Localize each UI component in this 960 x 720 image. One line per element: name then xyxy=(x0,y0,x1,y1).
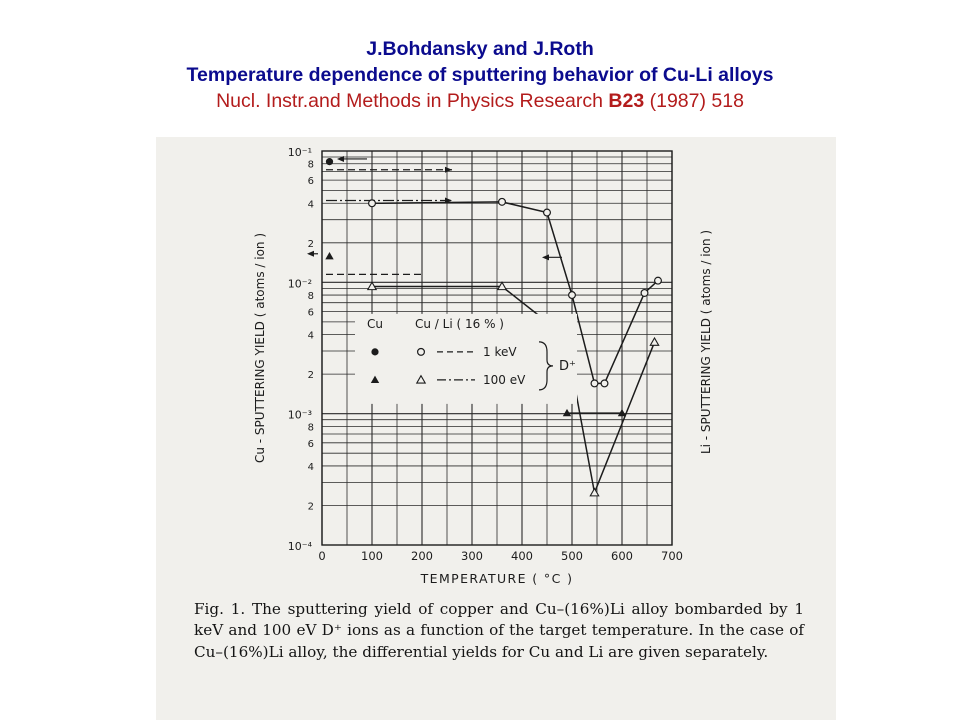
y-minor-tick-label: 2 xyxy=(307,501,314,513)
y-minor-tick-label: 4 xyxy=(307,199,314,211)
data-point-open-circle xyxy=(544,209,551,216)
header-journal xyxy=(0,88,960,114)
scanned-figure xyxy=(156,137,836,720)
y-minor-tick-label: 4 xyxy=(307,330,314,342)
data-point-open-triangle xyxy=(650,338,658,345)
journal-year-page: (1987) 518 xyxy=(644,90,744,112)
x-tick-label: 100 xyxy=(361,549,383,563)
y-decade-tick-label: 10⁻³ xyxy=(287,408,312,422)
arrow-left-icon xyxy=(542,254,549,260)
y-minor-tick-label: 2 xyxy=(307,370,314,382)
caption-text: The sputtering yield of copper and Cu–(16%)Li alloy bombarded by 1 keV and 100 eV D⁺ ions as a function of the target temperature. In the case of Cu–(16%)Li alloy, the differential yields for Cu and Li are given separately. xyxy=(194,600,804,661)
y-minor-tick-label: 6 xyxy=(307,307,314,319)
data-point-open-circle xyxy=(369,200,376,207)
data-point-open-circle xyxy=(499,198,506,205)
y-decade-tick-label: 10⁻⁴ xyxy=(287,540,312,553)
data-point-open-circle xyxy=(655,277,662,284)
legend-marker-cu-1kev xyxy=(371,348,378,355)
data-point-filled-circle xyxy=(326,158,333,165)
legend-label-100ev: 100 eV xyxy=(483,372,526,387)
data-point-open-circle xyxy=(591,380,598,387)
legend-ion-label: D⁺ xyxy=(559,358,576,374)
slide-header xyxy=(0,36,960,114)
caption-figno: Fig. 1. xyxy=(194,600,246,618)
y-minor-tick-label: 8 xyxy=(307,422,314,434)
data-point-open-circle xyxy=(641,290,648,297)
x-tick-label: 400 xyxy=(511,549,533,563)
legend-label-1kev: 1 keV xyxy=(483,344,517,359)
journal-name: Nucl. Instr.and Methods in Physics Research xyxy=(216,90,609,112)
y-axis-title-left: Cu - SPUTTERING YIELD ( atoms / ion ) xyxy=(253,232,267,464)
data-point-filled-triangle xyxy=(325,252,333,259)
x-axis-title: TEMPERATURE ( °C ) xyxy=(420,571,574,586)
arrow-left-icon xyxy=(307,251,314,257)
x-tick-label: 700 xyxy=(661,549,683,563)
x-tick-label: 200 xyxy=(411,549,433,563)
y-decade-tick-label: 10⁻² xyxy=(287,277,312,291)
legend-marker-culi-1kev xyxy=(418,348,425,355)
data-point-open-triangle xyxy=(590,489,598,496)
arrow-icon xyxy=(445,167,452,173)
journal-volume: B23 xyxy=(608,90,645,112)
y-minor-tick-label: 6 xyxy=(307,438,314,450)
figure-caption xyxy=(194,599,804,663)
y-minor-tick-label: 8 xyxy=(307,159,314,171)
data-point-open-circle xyxy=(569,292,576,299)
x-tick-label: 500 xyxy=(561,549,583,563)
x-tick-label: 0 xyxy=(318,549,326,563)
data-point-open-circle xyxy=(601,380,608,387)
x-tick-label: 300 xyxy=(461,549,483,563)
header-title: Temperature dependence of sputtering behavior of Cu-Li alloys xyxy=(186,64,774,86)
legend-header-cu: Cu xyxy=(367,316,383,331)
y-axis-title-right: Li - SPUTTERING YIELD ( atoms / ion ) xyxy=(699,229,713,455)
y-minor-tick-label: 8 xyxy=(307,291,314,303)
y-minor-tick-label: 2 xyxy=(307,238,314,250)
y-minor-tick-label: 4 xyxy=(307,461,314,473)
y-minor-tick-label: 6 xyxy=(307,176,314,188)
legend-header-culi: Cu / Li ( 16 % ) xyxy=(415,316,504,331)
sputtering-yield-chart xyxy=(156,137,836,597)
x-tick-label: 600 xyxy=(611,549,633,563)
y-decade-tick-label: 10⁻¹ xyxy=(287,146,312,159)
header-authors: J.Bohdansky and J.Roth xyxy=(366,38,594,60)
